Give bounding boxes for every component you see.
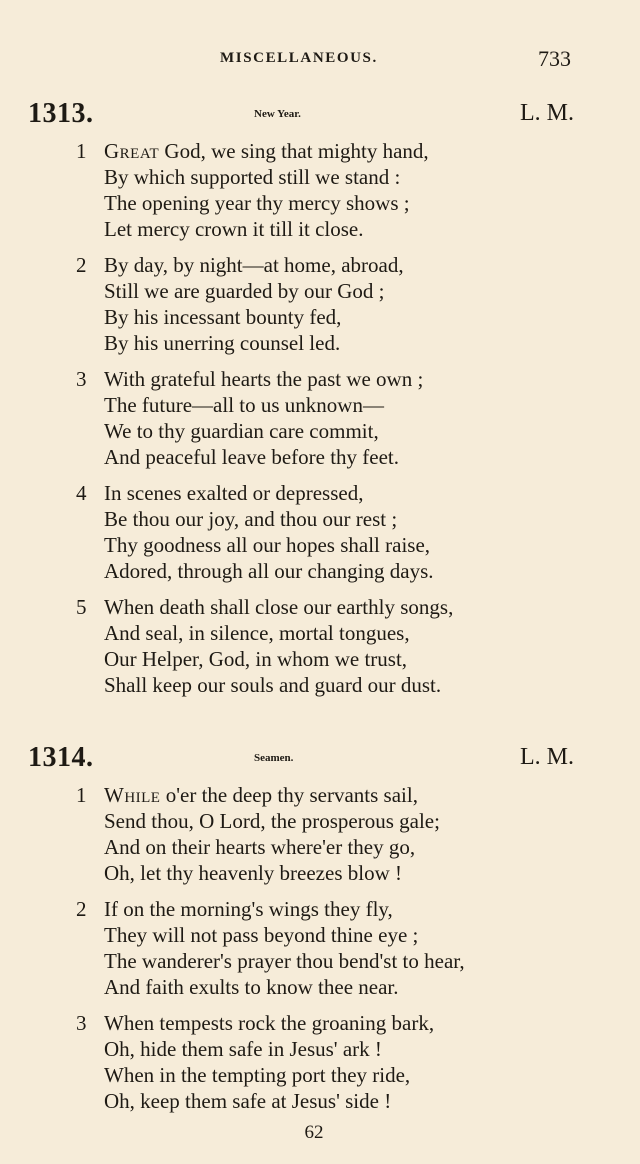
hymn-title: Seamen. — [254, 752, 294, 764]
hymn-1313 — [0, 98, 640, 708]
running-title: MISCELLANEOUS. — [220, 50, 378, 66]
stanza — [0, 782, 640, 886]
verse-line: If on the morning's wings they fly, — [104, 897, 393, 921]
verse-text: o'er the deep thy servants sail, — [160, 783, 418, 807]
opening-word: While — [104, 783, 161, 807]
stanza — [0, 896, 640, 1000]
hymn-header — [0, 742, 640, 782]
verse-line: By his unerring counsel led. — [104, 331, 341, 355]
verse-line: The wanderer's prayer thou bend'st to hear, — [104, 949, 465, 973]
verse-line: Let mercy crown it till it close. — [104, 217, 364, 241]
verse-line: And seal, in silence, mortal tongues, — [104, 621, 410, 645]
hymn-number: 1313. — [28, 98, 94, 129]
hymn-number: 1314. — [28, 742, 94, 773]
verse-line: By his incessant bounty fed, — [104, 305, 342, 329]
stanza — [0, 1010, 640, 1114]
verse-line: And faith exults to know thee near. — [104, 975, 399, 999]
stanza-number: 3 — [76, 367, 87, 391]
hymn-meter: L. M. — [520, 100, 574, 126]
verse-line: Oh, let thy heavenly breezes blow ! — [104, 861, 402, 885]
hymn-meter: L. M. — [520, 744, 574, 770]
hymn-1314 — [0, 742, 640, 1124]
verse-line: By day, by night—at home, abroad, — [104, 253, 404, 277]
verse-line: Our Helper, God, in whom we trust, — [104, 647, 408, 671]
verse-line: We to thy guardian care commit, — [104, 419, 379, 443]
verse-line: And on their hearts where'er they go, — [104, 835, 416, 859]
verse-line: By which supported still we stand : — [104, 165, 401, 189]
verse-line — [104, 782, 640, 808]
verse-line: When death shall close our earthly songs, — [104, 595, 454, 619]
verse-line: Oh, keep them safe at Jesus' side ! — [104, 1089, 392, 1113]
verse-line: The opening year thy mercy shows ; — [104, 191, 410, 215]
verse-line: Send thou, O Lord, the prosperous gale; — [104, 809, 440, 833]
stanza — [0, 480, 640, 584]
verse-line: Adored, through all our changing days. — [104, 559, 434, 583]
verse-line: Oh, hide them safe in Jesus' ark ! — [104, 1037, 382, 1061]
verse-line: Still we are guarded by our God ; — [104, 279, 385, 303]
stanza-number: 3 — [76, 1011, 87, 1035]
page-number: 733 — [538, 46, 571, 71]
verse-line — [104, 138, 640, 164]
opening-word: Great — [104, 139, 160, 163]
stanza-number: 1 — [76, 139, 87, 163]
stanza — [0, 138, 640, 242]
verse-line: In scenes exalted or depressed, — [104, 481, 364, 505]
stanza-number: 2 — [76, 253, 87, 277]
verse-line: They will not pass beyond thine eye ; — [104, 923, 419, 947]
verse-line: Be thou our joy, and thou our rest ; — [104, 507, 398, 531]
running-head — [0, 46, 640, 74]
verse-line: When tempests rock the groaning bark, — [104, 1011, 435, 1035]
verse-line: And peaceful leave before thy feet. — [104, 445, 400, 469]
stanza — [0, 252, 640, 356]
hymn-header — [0, 98, 640, 138]
verse-line: When in the tempting port they ride, — [104, 1063, 411, 1087]
stanza-number: 4 — [76, 481, 87, 505]
verse-line: Shall keep our souls and guard our dust. — [104, 673, 442, 697]
stanza — [0, 594, 640, 698]
hymn-title: New Year. — [254, 108, 301, 120]
stanza — [0, 366, 640, 470]
stanza-number: 1 — [76, 783, 87, 807]
stanza-number: 2 — [76, 897, 87, 921]
signature-mark: 62 — [304, 1122, 324, 1143]
verse-line: The future—all to us unknown— — [104, 393, 384, 417]
verse-line: Thy goodness all our hopes shall raise, — [104, 533, 431, 557]
verse-text: God, we sing that mighty hand, — [159, 139, 429, 163]
stanza-number: 5 — [76, 595, 87, 619]
verse-line: With grateful hearts the past we own ; — [104, 367, 424, 391]
